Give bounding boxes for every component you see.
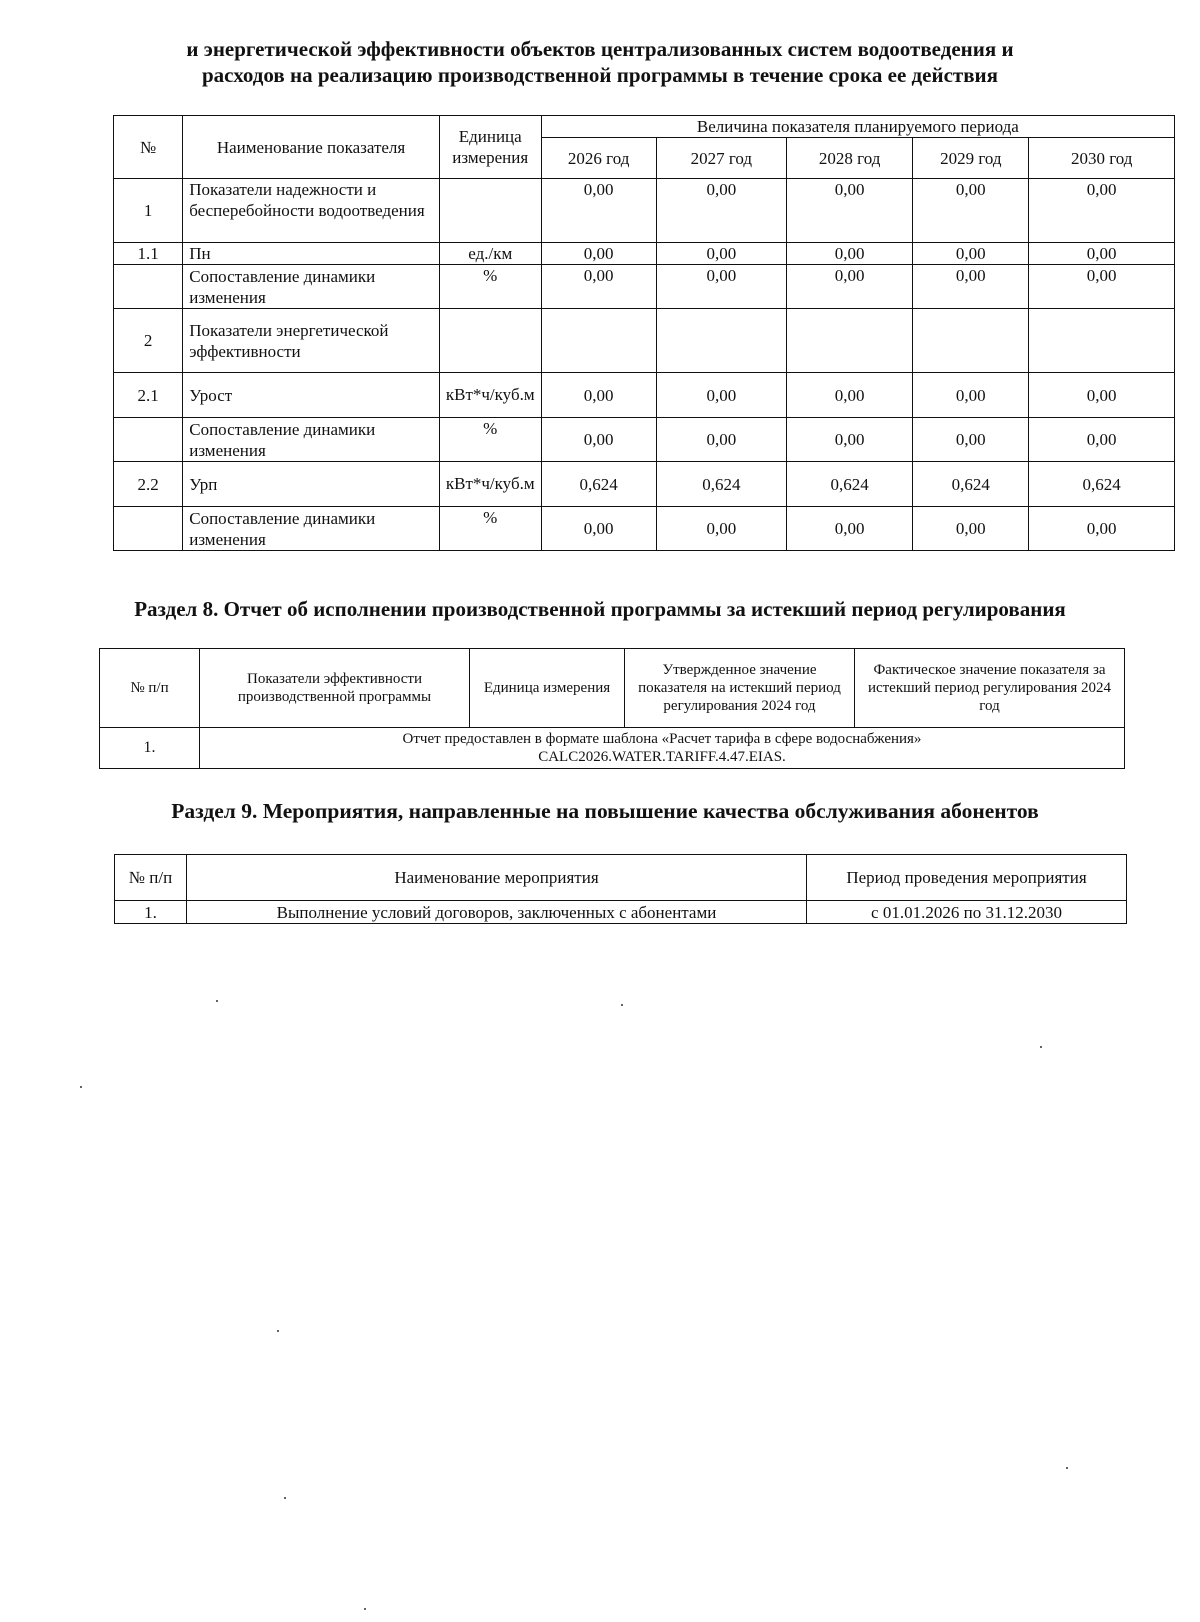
row-value: 0,00 <box>1029 179 1175 243</box>
row-value: 0,624 <box>787 462 913 507</box>
row-value: 0,00 <box>1029 418 1175 462</box>
row-unit: ед./км <box>439 243 541 265</box>
col-num-header: № <box>114 116 183 179</box>
row-value: 0,624 <box>541 462 656 507</box>
table-row <box>114 507 1175 551</box>
heading-line-2: расходов на реализацию производственной программы в течение срока ее действия <box>201 63 999 87</box>
row-value: 0,00 <box>656 265 786 309</box>
row-value: 0,00 <box>913 373 1029 418</box>
year-header: 2027 год <box>656 138 786 179</box>
row-value: 0,00 <box>787 418 913 462</box>
row-value: 0,00 <box>787 265 913 309</box>
row-num: 1. <box>115 901 187 924</box>
row-num: 1. <box>100 728 200 769</box>
row-unit: % <box>439 418 541 462</box>
row-name: Сопоставление динамики изменения <box>183 418 440 462</box>
table-row <box>114 309 1175 373</box>
row-value: 0,00 <box>1029 507 1175 551</box>
row-value <box>656 309 786 373</box>
table-row <box>115 901 1127 924</box>
scan-speck <box>1040 1046 1042 1048</box>
table-row <box>114 179 1175 243</box>
row-unit: % <box>439 265 541 309</box>
row-unit: кВт*ч/куб.м <box>439 462 541 507</box>
row-value: 0,00 <box>541 179 656 243</box>
row-value: 0,00 <box>541 418 656 462</box>
scan-speck <box>364 1608 366 1610</box>
row-value: 0,00 <box>541 265 656 309</box>
section-9-title: Раздел 9. Мероприятия, направленные на повышение качества обслуживания абонентов <box>171 799 1039 823</box>
row-value: 0,00 <box>656 243 786 265</box>
row-value: 0,00 <box>913 243 1029 265</box>
col-unit-header: Единица измерения <box>470 649 625 728</box>
row-value <box>913 309 1029 373</box>
row-name: Урп <box>183 462 440 507</box>
row-unit: % <box>439 507 541 551</box>
row-value: 0,00 <box>787 507 913 551</box>
scan-speck <box>284 1497 286 1499</box>
scan-speck <box>277 1330 279 1332</box>
row-name: Показатели энергетической эффективности <box>183 309 440 373</box>
row-value: 0,00 <box>541 243 656 265</box>
scan-speck <box>1066 1467 1068 1469</box>
section-9-table <box>114 854 1127 924</box>
row-value: 0,00 <box>656 373 786 418</box>
section-8-title: Раздел 8. Отчет об исполнении производственной программы за истекший период регулирования <box>134 597 1066 621</box>
scan-speck <box>216 1000 218 1002</box>
row-period: с 01.01.2026 по 31.12.2030 <box>807 901 1127 924</box>
heading-line-1: и энергетической эффективности объектов централизованных систем водоотведения и <box>186 37 1014 61</box>
col-num-header: № п/п <box>100 649 200 728</box>
row-value: 0,00 <box>1029 373 1175 418</box>
col-name-header: Наименование мероприятия <box>187 855 807 901</box>
table-row <box>114 265 1175 309</box>
col-period-header: Период проведения мероприятия <box>807 855 1127 901</box>
row-value: 0,00 <box>913 507 1029 551</box>
scan-speck <box>80 1086 82 1088</box>
col-name-header: Наименование показателя <box>183 116 440 179</box>
row-num: 1 <box>114 179 183 243</box>
row-unit: кВт*ч/куб.м <box>439 373 541 418</box>
row-num: 2 <box>114 309 183 373</box>
table-row <box>114 462 1175 507</box>
row-value: 0,00 <box>913 179 1029 243</box>
section-8-table <box>99 648 1125 769</box>
col-num-header: № п/п <box>115 855 187 901</box>
row-name: Показатели надежности и бесперебойности водоотведения <box>183 179 440 243</box>
col-indicators-header: Показатели эффективности производственной программы <box>200 649 470 728</box>
row-value: 0,00 <box>1029 265 1175 309</box>
col-period-header: Величина показателя планируемого периода <box>541 116 1174 138</box>
row-value: 0,624 <box>913 462 1029 507</box>
table-row <box>114 373 1175 418</box>
scan-speck <box>621 1004 623 1006</box>
table-row <box>114 418 1175 462</box>
row-value: 0,00 <box>913 418 1029 462</box>
row-value <box>1029 309 1175 373</box>
row-name: Выполнение условий договоров, заключенных с абонентами <box>187 901 807 924</box>
row-value <box>787 309 913 373</box>
row-value: 0,624 <box>656 462 786 507</box>
row-name: Сопоставление динамики изменения <box>183 507 440 551</box>
row-value <box>541 309 656 373</box>
col-unit-header: Единица измерения <box>439 116 541 179</box>
row-value: 0,00 <box>787 179 913 243</box>
row-value: 0,624 <box>1029 462 1175 507</box>
row-unit <box>439 309 541 373</box>
row-value: 0,00 <box>913 265 1029 309</box>
row-unit <box>439 179 541 243</box>
table-row <box>100 728 1125 769</box>
year-header: 2026 год <box>541 138 656 179</box>
indicators-table <box>113 115 1175 551</box>
row-num: 1.1 <box>114 243 183 265</box>
row-value: 0,00 <box>1029 243 1175 265</box>
row-value: 0,00 <box>787 373 913 418</box>
row-num <box>114 507 183 551</box>
year-header: 2029 год <box>913 138 1029 179</box>
row-value: 0,00 <box>656 418 786 462</box>
year-header: 2028 год <box>787 138 913 179</box>
row-value: 0,00 <box>541 373 656 418</box>
row-num: 2.1 <box>114 373 183 418</box>
row-num <box>114 265 183 309</box>
row-name: Сопоставление динамики изменения <box>183 265 440 309</box>
page-heading <box>100 36 1100 88</box>
row-value: 0,00 <box>656 179 786 243</box>
row-value: 0,00 <box>787 243 913 265</box>
year-header: 2030 год <box>1029 138 1175 179</box>
table-row <box>114 243 1175 265</box>
row-value: 0,00 <box>541 507 656 551</box>
row-name: Урост <box>183 373 440 418</box>
col-actual-header: Фактическое значение показателя за истекший период регулирования 2024 год <box>855 649 1125 728</box>
row-num: 2.2 <box>114 462 183 507</box>
row-value: 0,00 <box>656 507 786 551</box>
col-approved-header: Утвержденное значение показателя на истекший период регулирования 2024 год <box>625 649 855 728</box>
row-num <box>114 418 183 462</box>
report-note: Отчет предоставлен в формате шаблона «Расчет тарифа в сфере водоснабжения» CALC2026.WATER.TARIFF.4.47.EIAS. <box>200 728 1125 769</box>
row-name: Пн <box>183 243 440 265</box>
